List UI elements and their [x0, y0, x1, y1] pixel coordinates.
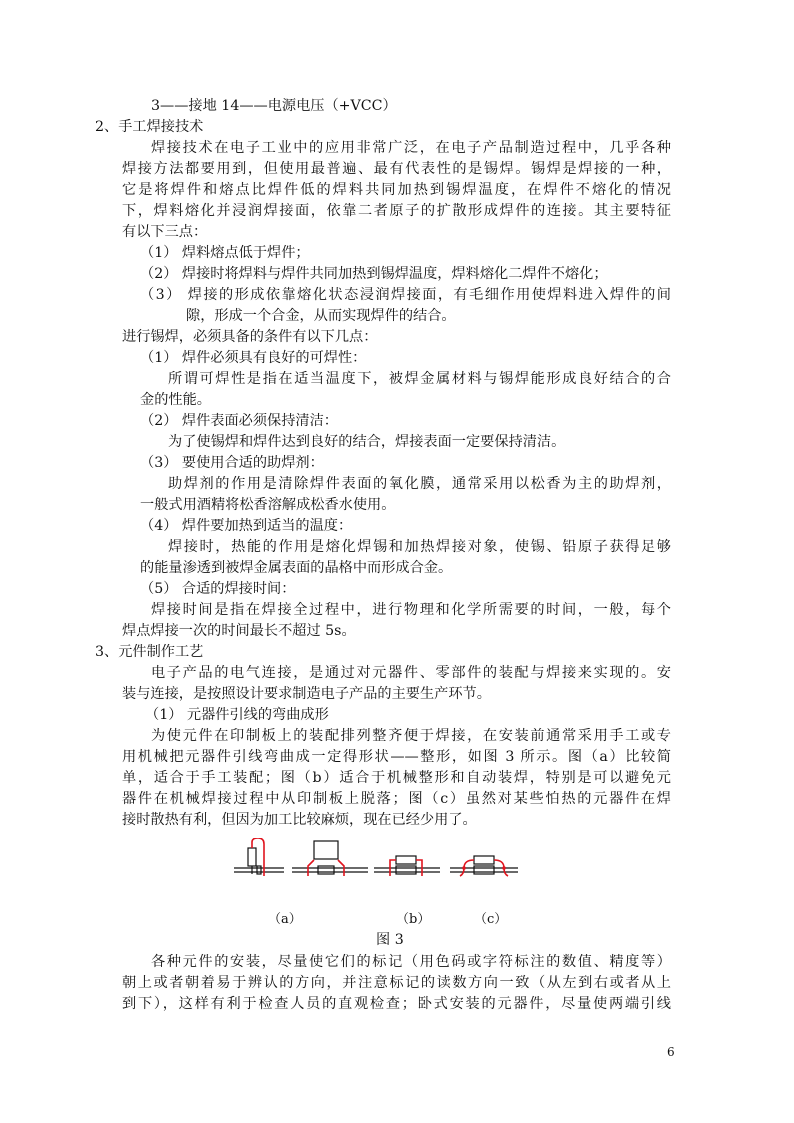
list-item-continuation: 隙，形成一个合金，从而实现焊件的结合。 — [186, 308, 456, 324]
list-item: （1） 焊件必须具有良好的可焊性： — [140, 350, 367, 366]
paragraph-line: 有以下三点： — [122, 224, 208, 240]
figure-a — [234, 848, 284, 874]
paragraph-line: 为使元件在印制板上的装配排列整齐便于焊接，在安装前通常采用手工或专 — [151, 728, 671, 744]
paragraph-line: 一般式用酒精将松香溶解成松香水使用。 — [140, 497, 396, 513]
figure-label-a: （a） — [268, 912, 302, 927]
lead-bending-figure — [228, 838, 524, 888]
figure-a-lead — [252, 838, 264, 876]
paragraph-line: 焊点焊接一次的时间最长不超过 5s。 — [122, 623, 356, 639]
figure-label-b: （b） — [396, 912, 431, 927]
figure-c-bend-dot — [462, 866, 466, 870]
section-heading: 3、元件制作工艺 — [95, 644, 204, 660]
paragraph-line: 所谓可焊性是指在适当温度下，被焊金属材料与锡焊能形成良好结合的合 — [168, 371, 671, 387]
list-item: （3） 焊接的形成依靠熔化状态浸润焊接面，有毛细作用使焊料进入焊件的间 — [140, 287, 671, 303]
list-item: （2） 焊件表面必须保持清洁： — [140, 413, 338, 429]
paragraph-line: 进行锡焊，必须具备的条件有以下几点： — [122, 329, 378, 345]
paragraph-line: 接时散热有利，但因为加工比较麻烦，现在已经少用了。 — [122, 812, 477, 828]
section-heading: 2、手工焊接技术 — [95, 119, 204, 135]
figure-caption: 图 3 — [376, 932, 404, 948]
paragraph-line: 的能量渗透到被焊金属表面的晶格中而形成合金。 — [140, 560, 453, 576]
text-line: 3——接地 14——电源电压（+VCC） — [151, 98, 397, 114]
figure-c-bend-dot — [502, 866, 506, 870]
paragraph-line: 焊接时间是指在焊接全过程中，进行物理和化学所需要的时间，一般，每个 — [151, 602, 671, 618]
list-item: （5） 合适的焊接时间： — [140, 581, 296, 597]
paragraph-line: 金的性能。 — [140, 392, 211, 408]
paragraph-line: 电子产品的电气连接，是通过对元器件、零部件的装配与焊接来实现的。安 — [151, 665, 671, 681]
figure-b — [292, 841, 368, 874]
list-item: （4） 焊件要加热到适当的温度： — [140, 518, 353, 534]
paragraph-line: 焊接方法都要用到，但使用最普遍、最有代表性的是锡焊。锡焊是焊接的一种， — [122, 161, 671, 177]
paragraph-line: 到下），这样有利于检查人员的直观检查；卧式安装的元器件，尽量使两端引线 — [122, 996, 671, 1012]
paragraph-line: 器件在机械焊接过程中从印制板上脱落；图（c）虽然对某些怕热的元器件在焊 — [122, 791, 671, 807]
paragraph-line: 单，适合于手工装配；图（b）适合于机械整形和自动装焊，特别是可以避免元 — [122, 770, 671, 786]
list-item: （3） 要使用合适的助焊剂： — [140, 455, 324, 471]
paragraph-line: 朝上或者朝着易于辨认的方向，并注意标记的读数方向一致（从左到右或者从上 — [122, 975, 671, 991]
paragraph-line: 各种元件的安装，尽量使它们的标记（用色码或字符标注的数值、精度等） — [151, 954, 671, 970]
list-item: （2） 焊接时将焊料与焊件共同加热到锡焊温度，焊料熔化二焊件不熔化； — [140, 266, 608, 282]
list-item: （1） 焊料熔点低于焊件； — [140, 245, 310, 261]
paragraph-line: 装与连接，是按照设计要求制造电子产品的主要生产环节。 — [122, 686, 491, 702]
paragraph-line: 下，焊料熔化并浸润焊接面，依靠二者原子的扩散形成焊件的连接。其主要特征 — [122, 203, 671, 219]
paragraph-line: 它是将焊件和熔点比焊件低的焊料共同加热到锡焊温度，在焊件不熔化的情况 — [122, 182, 671, 198]
paragraph-line: 焊接时，热能的作用是熔化焊锡和加热焊接对象，使锡、铅原子获得足够 — [168, 539, 671, 555]
paragraph-line: 焊接技术在电子工业中的应用非常广泛，在电子产品制造过程中，几乎各种 — [151, 140, 671, 156]
figure-c — [374, 856, 518, 874]
page-number: 6 — [667, 1045, 675, 1059]
paragraph-line: 为了使锡焊和焊件达到良好的结合，焊接表面一定要保持清洁。 — [168, 434, 566, 450]
figure-label-c: （c） — [474, 912, 508, 927]
paragraph-line: 助焊剂的作用是清除焊件表面的氧化膜，通常采用以松香为主的助焊剂， — [168, 476, 671, 492]
paragraph-line: 用机械把元器件引线弯曲成一定得形状——整形，如图 3 所示。图（a）比较简 — [122, 749, 671, 765]
subsection-heading: （1） 元器件引线的弯曲成形 — [145, 707, 329, 723]
